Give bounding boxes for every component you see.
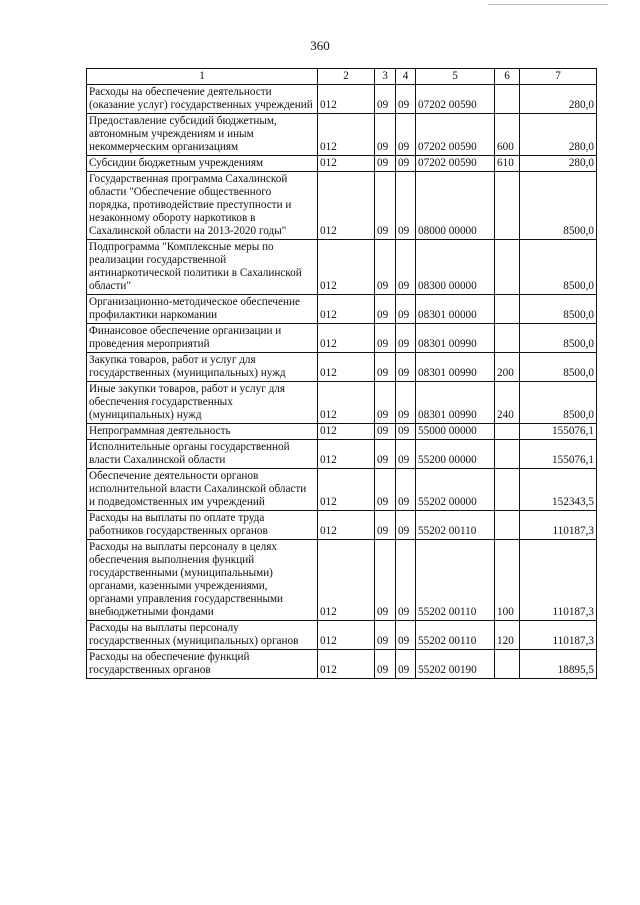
- table-row: [87, 324, 597, 353]
- amount-cell: 8500,0: [520, 295, 597, 324]
- expense-type-cell: [495, 650, 520, 679]
- target-article-cell: 07202 00590: [416, 156, 495, 172]
- row-name-cell: Подпрограмма "Комплексные меры по реализации государственной антинаркотической политики в Сахалинской области": [87, 240, 318, 295]
- amount-cell: 280,0: [520, 114, 597, 156]
- expense-type-cell: [495, 424, 520, 440]
- subsection-code-cell: 09: [396, 511, 416, 540]
- table-row: [87, 440, 597, 469]
- table-row: [87, 650, 597, 679]
- subsection-code-cell: 09: [396, 440, 416, 469]
- header-cell: 6: [495, 69, 520, 85]
- subsection-code-cell: 09: [396, 382, 416, 424]
- section-code-cell: 09: [375, 650, 396, 679]
- section-code-cell: 09: [375, 85, 396, 114]
- table-row: [87, 295, 597, 324]
- table-row: [87, 621, 597, 650]
- ved-code-cell: 012: [318, 424, 375, 440]
- ved-code-cell: 012: [318, 172, 375, 240]
- expense-type-cell: [495, 240, 520, 295]
- row-name-cell: Расходы на выплаты персоналу в целях обеспечения выполнения функций государственными (муниципальными) органами, казенными учреждениями, органами управления государственными внебюджетными фондами: [87, 540, 318, 621]
- expense-type-cell: [495, 295, 520, 324]
- subsection-code-cell: 09: [396, 650, 416, 679]
- ved-code-cell: 012: [318, 621, 375, 650]
- row-name-cell: Исполнительные органы государственной власти Сахалинской области: [87, 440, 318, 469]
- expense-type-cell: 600: [495, 114, 520, 156]
- row-name-cell: Предоставление субсидий бюджетным, автономным учреждениям и иным некоммерческим организациям: [87, 114, 318, 156]
- target-article-cell: 55200 00000: [416, 440, 495, 469]
- expense-type-cell: 120: [495, 621, 520, 650]
- section-code-cell: 09: [375, 424, 396, 440]
- row-name-cell: Субсидии бюджетным учреждениям: [87, 156, 318, 172]
- expense-type-cell: 200: [495, 353, 520, 382]
- target-article-cell: 08301 00990: [416, 324, 495, 353]
- page-number: 360: [310, 38, 330, 53]
- header-row: [87, 69, 597, 85]
- row-name-cell: Иные закупки товаров, работ и услуг для обеспечения государственных (муниципальных) нужд: [87, 382, 318, 424]
- amount-cell: 155076,1: [520, 424, 597, 440]
- row-name-cell: Финансовое обеспечение организации и проведения мероприятий: [87, 324, 318, 353]
- expense-type-cell: [495, 324, 520, 353]
- section-code-cell: 09: [375, 382, 396, 424]
- amount-cell: 18895,5: [520, 650, 597, 679]
- target-article-cell: 55202 00000: [416, 469, 495, 511]
- subsection-code-cell: 09: [396, 240, 416, 295]
- amount-cell: 280,0: [520, 85, 597, 114]
- amount-cell: 8500,0: [520, 353, 597, 382]
- section-code-cell: 09: [375, 324, 396, 353]
- row-name-cell: Расходы на выплаты по оплате труда работников государственных органов: [87, 511, 318, 540]
- target-article-cell: 55202 00110: [416, 621, 495, 650]
- header-cell: 7: [520, 69, 597, 85]
- subsection-code-cell: 09: [396, 424, 416, 440]
- expense-type-cell: 100: [495, 540, 520, 621]
- row-name-cell: Расходы на выплаты персоналу государственных (муниципальных) органов: [87, 621, 318, 650]
- target-article-cell: 08301 00000: [416, 295, 495, 324]
- table-row: [87, 114, 597, 156]
- ved-code-cell: 012: [318, 440, 375, 469]
- section-code-cell: 09: [375, 156, 396, 172]
- subsection-code-cell: 09: [396, 295, 416, 324]
- expense-type-cell: 610: [495, 156, 520, 172]
- table-row: [87, 469, 597, 511]
- section-code-cell: 09: [375, 114, 396, 156]
- subsection-code-cell: 09: [396, 172, 416, 240]
- expense-type-cell: 240: [495, 382, 520, 424]
- ved-code-cell: 012: [318, 650, 375, 679]
- subsection-code-cell: 09: [396, 469, 416, 511]
- table-body: [87, 85, 597, 679]
- row-name-cell: Расходы на обеспечение деятельности (оказание услуг) государственных учреждений: [87, 85, 318, 114]
- header-cell: 3: [375, 69, 396, 85]
- amount-cell: 155076,1: [520, 440, 597, 469]
- expense-type-cell: [495, 85, 520, 114]
- subsection-code-cell: 09: [396, 85, 416, 114]
- target-article-cell: 55000 00000: [416, 424, 495, 440]
- ved-code-cell: 012: [318, 511, 375, 540]
- section-code-cell: 09: [375, 511, 396, 540]
- amount-cell: 8500,0: [520, 382, 597, 424]
- section-code-cell: 09: [375, 295, 396, 324]
- expense-type-cell: [495, 440, 520, 469]
- amount-cell: 280,0: [520, 156, 597, 172]
- scan-edge-line: [488, 4, 608, 5]
- table-row: [87, 240, 597, 295]
- ved-code-cell: 012: [318, 295, 375, 324]
- row-name-cell: Непрограммная деятельность: [87, 424, 318, 440]
- row-name-cell: Расходы на обеспечение функций государственных органов: [87, 650, 318, 679]
- section-code-cell: 09: [375, 621, 396, 650]
- ved-code-cell: 012: [318, 469, 375, 511]
- ved-code-cell: 012: [318, 324, 375, 353]
- table-row: [87, 172, 597, 240]
- row-name-cell: Закупка товаров, работ и услуг для государственных (муниципальных) нужд: [87, 353, 318, 382]
- table-row: [87, 511, 597, 540]
- section-code-cell: 09: [375, 440, 396, 469]
- section-code-cell: 09: [375, 469, 396, 511]
- subsection-code-cell: 09: [396, 156, 416, 172]
- table-row: [87, 540, 597, 621]
- amount-cell: 152343,5: [520, 469, 597, 511]
- expense-type-cell: [495, 172, 520, 240]
- header-cell: 5: [416, 69, 495, 85]
- ved-code-cell: 012: [318, 156, 375, 172]
- table-row: [87, 353, 597, 382]
- section-code-cell: 09: [375, 540, 396, 621]
- budget-table: [86, 68, 597, 679]
- subsection-code-cell: 09: [396, 621, 416, 650]
- target-article-cell: 08301 00990: [416, 382, 495, 424]
- target-article-cell: 08300 00000: [416, 240, 495, 295]
- section-code-cell: 09: [375, 353, 396, 382]
- amount-cell: 8500,0: [520, 324, 597, 353]
- target-article-cell: 07202 00590: [416, 85, 495, 114]
- amount-cell: 8500,0: [520, 172, 597, 240]
- ved-code-cell: 012: [318, 85, 375, 114]
- ved-code-cell: 012: [318, 114, 375, 156]
- header-cell: 1: [87, 69, 318, 85]
- ved-code-cell: 012: [318, 540, 375, 621]
- section-code-cell: 09: [375, 172, 396, 240]
- target-article-cell: 55202 00110: [416, 511, 495, 540]
- row-name-cell: Обеспечение деятельности органов исполнительной власти Сахалинской области и подведомственных им учреждений: [87, 469, 318, 511]
- target-article-cell: 07202 00590: [416, 114, 495, 156]
- table-row: [87, 424, 597, 440]
- table-row: [87, 382, 597, 424]
- ved-code-cell: 012: [318, 382, 375, 424]
- target-article-cell: 08000 00000: [416, 172, 495, 240]
- target-article-cell: 55202 00110: [416, 540, 495, 621]
- amount-cell: 110187,3: [520, 621, 597, 650]
- subsection-code-cell: 09: [396, 324, 416, 353]
- subsection-code-cell: 09: [396, 353, 416, 382]
- target-article-cell: 55202 00190: [416, 650, 495, 679]
- subsection-code-cell: 09: [396, 114, 416, 156]
- table-row: [87, 85, 597, 114]
- amount-cell: 110187,3: [520, 511, 597, 540]
- amount-cell: 8500,0: [520, 240, 597, 295]
- section-code-cell: 09: [375, 240, 396, 295]
- subsection-code-cell: 09: [396, 540, 416, 621]
- row-name-cell: Государственная программа Сахалинской области "Обеспечение общественного порядка, противодействие преступности и незаконному обороту наркотиков в Сахалинской области на 2013-2020 годы": [87, 172, 318, 240]
- table-row: [87, 156, 597, 172]
- header-cell: 4: [396, 69, 416, 85]
- header-cell: 2: [318, 69, 375, 85]
- expense-type-cell: [495, 469, 520, 511]
- expense-type-cell: [495, 511, 520, 540]
- row-name-cell: Организационно-методическое обеспечение профилактики наркомании: [87, 295, 318, 324]
- target-article-cell: 08301 00990: [416, 353, 495, 382]
- ved-code-cell: 012: [318, 240, 375, 295]
- amount-cell: 110187,3: [520, 540, 597, 621]
- ved-code-cell: 012: [318, 353, 375, 382]
